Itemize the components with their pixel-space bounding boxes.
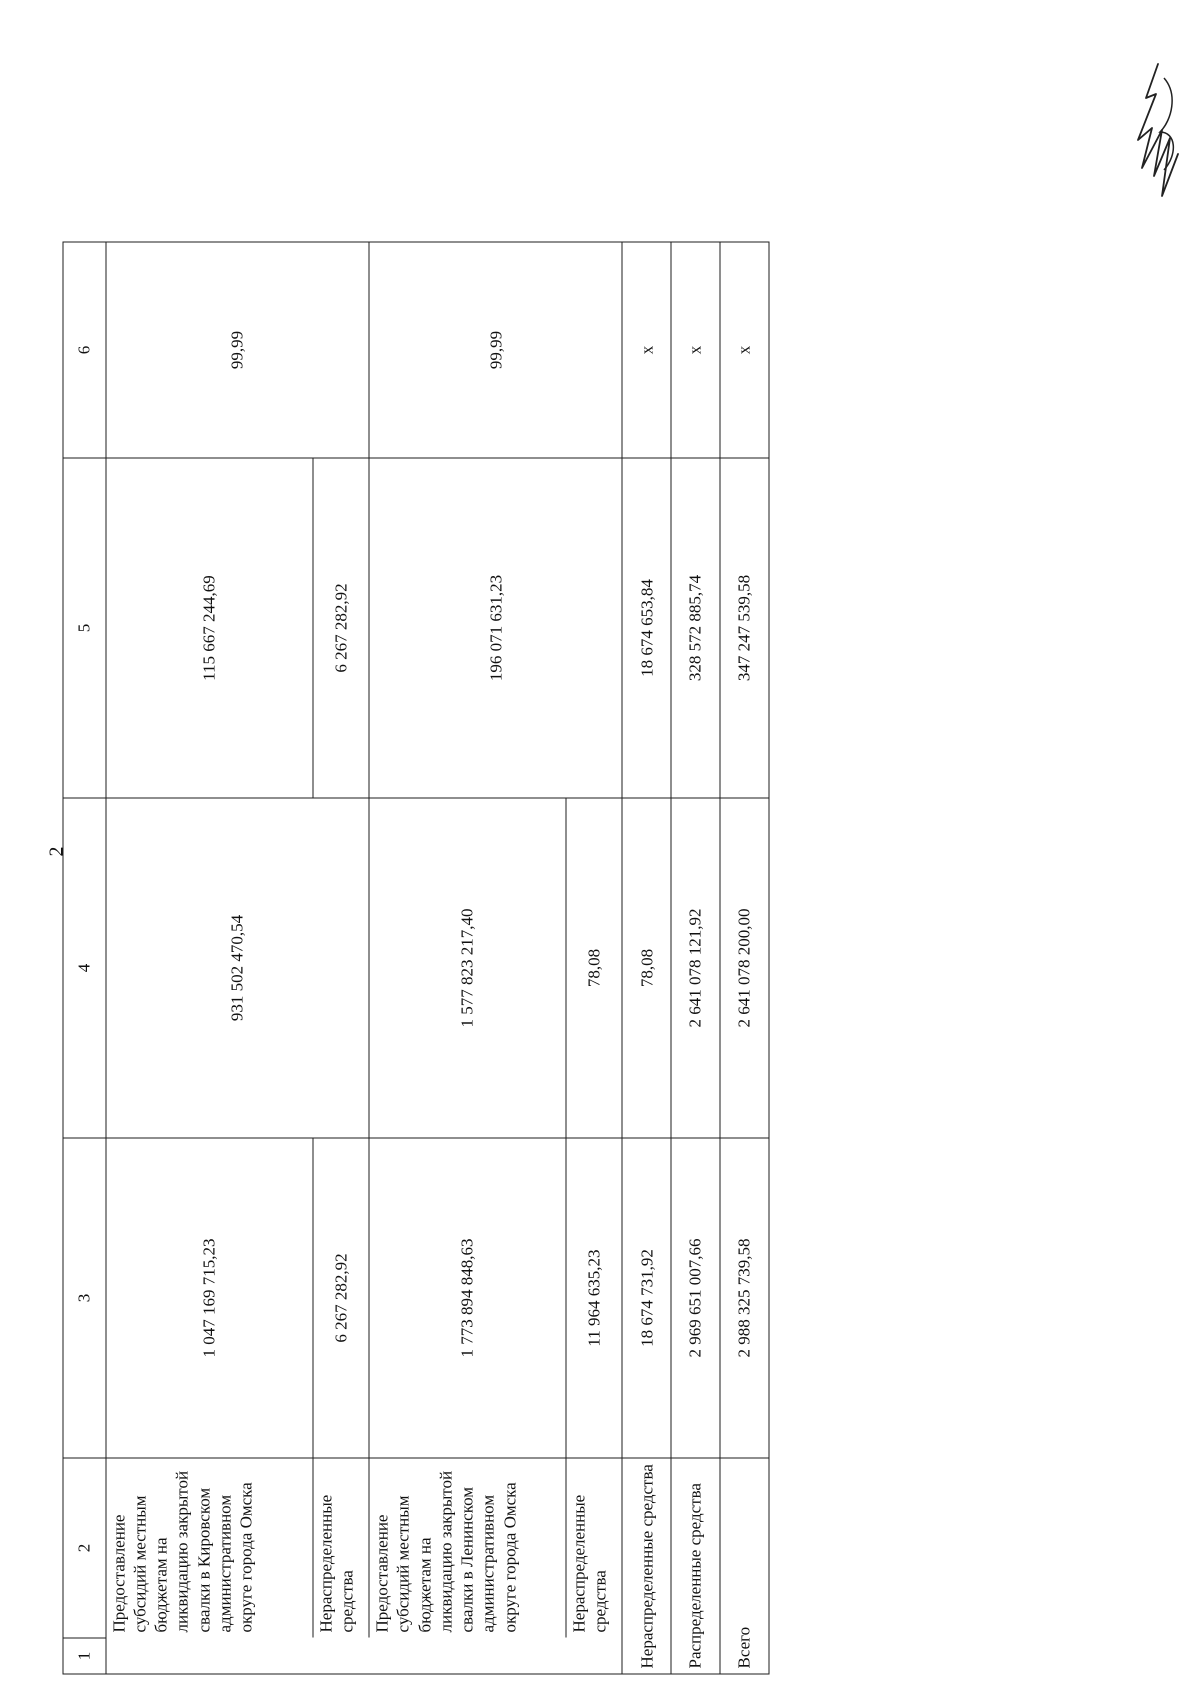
kirov-subsidy-row — [106, 242, 313, 1674]
header-col-2: 2 — [63, 1458, 106, 1638]
kirov-col4: 931 502 470,54 — [106, 798, 370, 1138]
grand-total-label: Всего — [720, 1458, 769, 1674]
total-distributed-row — [671, 242, 720, 1674]
lenin-col5: 196 071 631,23 — [369, 458, 622, 798]
total-distributed-col4: 2 641 078 121,92 — [671, 798, 720, 1138]
grand-total-row — [720, 242, 769, 1674]
header-col-1: 1 — [63, 1638, 106, 1674]
lenin-undistributed-col4: 78,08 — [566, 798, 622, 1138]
grand-total-col5: 347 247 539,58 — [720, 458, 769, 798]
kirov-col6: 99,99 — [106, 242, 370, 458]
total-distributed-col6: x — [671, 242, 720, 458]
kirov-description: Предоставление субсидий местным бюджетам на ликвидацию закрытой свалки в Кировском административном округе города Омска — [106, 1458, 313, 1638]
total-distributed-label: Распределенные средства — [671, 1458, 720, 1674]
total-undistributed-label: Нераспределенные средства — [622, 1458, 671, 1674]
total-distributed-col3: 2 969 651 007,66 — [671, 1138, 720, 1458]
total-distributed-col5: 328 572 885,74 — [671, 458, 720, 798]
grand-total-col6: x — [720, 242, 769, 458]
header-col-5: 5 — [63, 458, 106, 798]
kirov-col5: 115 667 244,69 — [106, 458, 313, 798]
kirov-undistributed-col3: 6 267 282,92 — [313, 1138, 369, 1458]
kirov-undistributed-label: Нераспределенные средства — [313, 1458, 369, 1638]
total-undistributed-col4: 78,08 — [622, 798, 671, 1138]
header-col-6: 6 — [63, 242, 106, 458]
kirov-undistributed-col5: 6 267 282,92 — [313, 458, 369, 798]
header-row — [63, 242, 106, 1674]
empty-cell — [106, 1638, 623, 1674]
total-undistributed-col6: x — [622, 242, 671, 458]
grand-total-col3: 2 988 325 739,58 — [720, 1138, 769, 1458]
lenin-col6: 99,99 — [369, 242, 622, 458]
budget-table — [63, 242, 770, 1675]
lenin-col3: 1 773 894 848,63 — [369, 1138, 566, 1458]
kirov-col3: 1 047 169 715,23 — [106, 1138, 313, 1458]
header-col-3: 3 — [63, 1138, 106, 1458]
grand-total-col4: 2 641 078 200,00 — [720, 798, 769, 1138]
header-col-4: 4 — [63, 798, 106, 1138]
lenin-undistributed-col3: 11 964 635,23 — [566, 1138, 622, 1458]
handwritten-signature — [1118, 58, 1194, 208]
page-number: 2 — [45, 846, 68, 857]
total-undistributed-col3: 18 674 731,92 — [622, 1138, 671, 1458]
total-undistributed-col5: 18 674 653,84 — [622, 458, 671, 798]
rotated-table-sheet — [63, 243, 770, 1675]
lenin-undistributed-label: Нераспределенные средства — [566, 1458, 622, 1638]
lenin-col4: 1 577 823 217,40 — [369, 798, 566, 1138]
lenin-description: Предоставление субсидий местным бюджетам на ликвидацию закрытой свалки в Ленинском административном округе города Омска — [369, 1458, 566, 1638]
total-undistributed-row — [622, 242, 671, 1674]
lenin-subsidy-row — [369, 242, 566, 1674]
